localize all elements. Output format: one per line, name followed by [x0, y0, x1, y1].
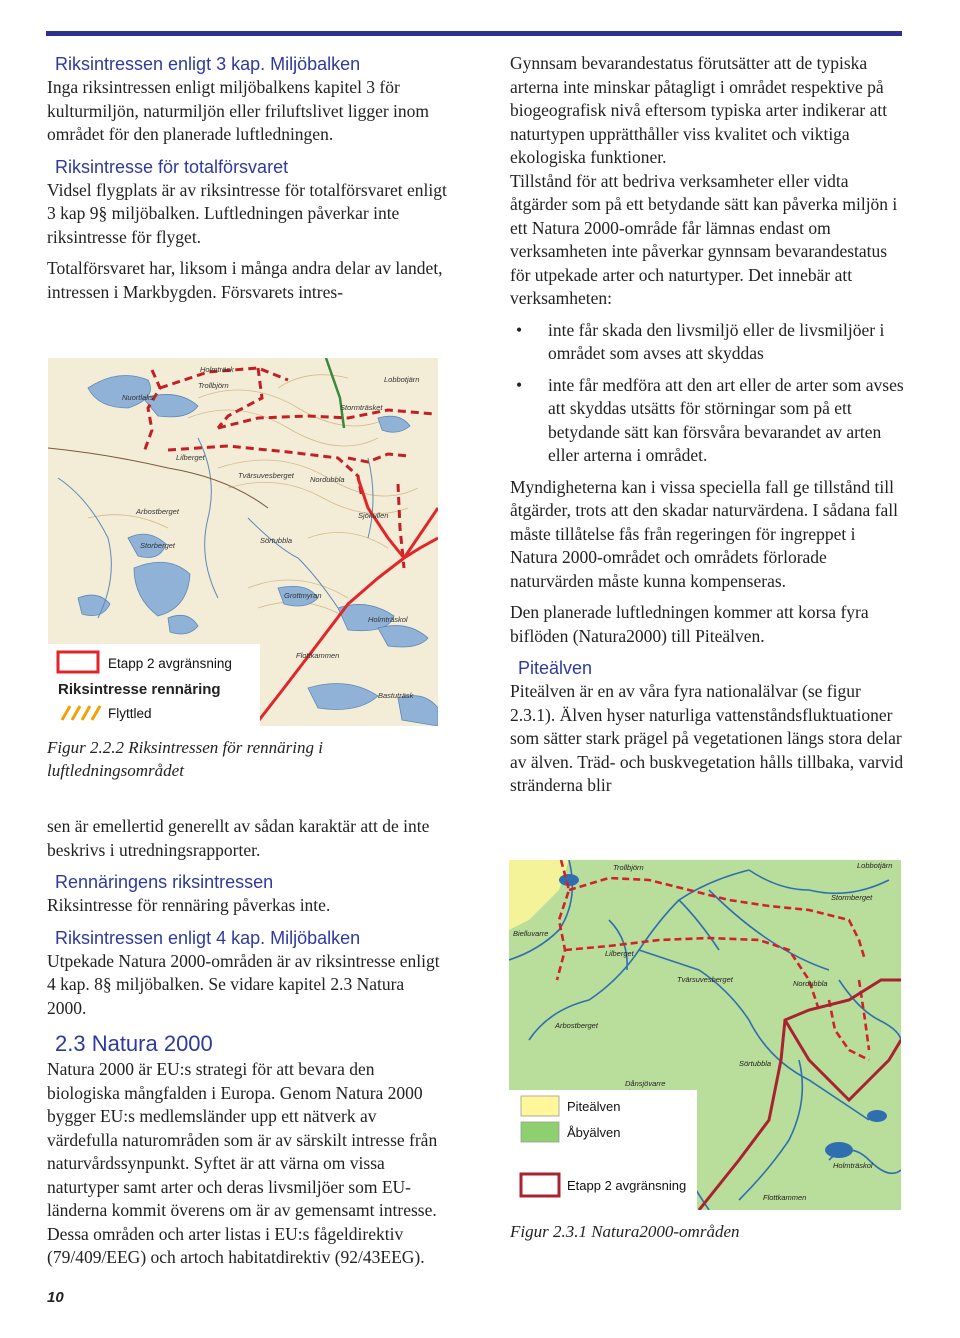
place-label: Storberget: [140, 541, 176, 550]
place-label: Stormträsket: [340, 403, 383, 412]
list-item: • inte får medföra att den art eller de arter som avses att skyddas utsätts för störningar som på ett betydande sätt kan försvåra bevarandet av arten eller arterna i området.: [510, 374, 905, 468]
heading-riksintressen-3kap: Riksintressen enligt 3 kap. Miljöbalken: [55, 54, 361, 74]
place-label: Arbostberget: [555, 1021, 598, 1030]
place-label: Flottkammen: [763, 1193, 807, 1202]
right-column-top: [510, 52, 905, 798]
paragraph: Tillstånd för att bedriva verksamheter eller vidta åtgärder som på ett betydande sätt kan påverka miljön i ett Natura 2000-område får lämnas endast om verksamheten inte påverkar gynnsam bevarandestatus för utpekade arter och naturtyper. Det innebär att verksamheten:: [510, 170, 898, 308]
place-label: Sörtubbla: [739, 1059, 772, 1068]
place-label: Trollbjörn: [198, 381, 229, 390]
figure-caption-2-2-2: Figur 2.2.2 Riksintressen för rennäring i luftledningsområdet: [47, 738, 323, 780]
place-label: Tvärsuvesberget: [238, 471, 294, 480]
legend-title: Riksintresse rennäring: [58, 681, 221, 698]
left-column-top: [47, 52, 447, 304]
paragraph: Den planerade luftledningen kommer att korsa fyra biflöden (Natura2000) till Piteälven.: [510, 602, 869, 646]
paragraph: Utpekade Natura 2000-områden är av riksintresse enligt 4 kap. 8§ miljöbalken. Se vidare kapitel 2.3 Natura 2000.: [47, 950, 440, 1018]
place-label: Sörtubbla: [260, 536, 293, 545]
place-label: Stormberget: [831, 893, 873, 902]
place-label: Lobbotjärn: [857, 861, 893, 870]
place-label: Nordubbla: [793, 979, 828, 988]
paragraph: Inga riksintressen enligt miljöbalkens kapitel 3 för kulturmiljön, naturmiljön eller friluftslivet ligger inom området för den planerade luftledningen.: [47, 77, 430, 144]
rennaring-map: [48, 358, 438, 726]
place-label: Holmträskol: [368, 615, 408, 624]
legend-boundary-label: Etapp 2 avgränsning: [108, 656, 232, 671]
place-label: Trollbjörn: [613, 863, 644, 872]
heading-pitealven: Piteälven: [518, 658, 593, 678]
paragraph: Piteälven är en av våra fyra nationalälvar (se figur 2.3.1). Älven hyser naturliga vattenståndsfluktuationer som sätter stark prägel på vegetationen längs stora delar av älven. Träd- och buskvegetation hålls tillbaka, varvid stränderna blir: [510, 681, 904, 795]
paragraph: Vidsel flygplats är av riksintresse för totalförsvaret enligt 3 kap 9§ miljöbalken. Luftledningen påverkar inte riksintresse för flyget.: [47, 179, 447, 247]
legend-pitealven-label: Piteälven: [567, 1099, 621, 1114]
place-label: Tvärsuvesberget: [677, 975, 733, 984]
place-label: Dånsjövarre: [625, 1079, 666, 1088]
place-label: Holmträsk: [200, 365, 234, 374]
paragraph: Riksintresse för rennäring påverkas inte.: [47, 895, 331, 915]
place-label: Bielluvarre: [513, 929, 549, 938]
top-rule: [46, 31, 902, 36]
legend-flyttled-label: Flyttled: [108, 706, 152, 721]
left-column-bottom: [47, 736, 447, 1270]
legend-boundary-label: Etapp 2 avgränsning: [567, 1178, 687, 1193]
list-item: • inte får skada den livsmiljö eller de livsmiljöer i området som avses att skyddas: [510, 319, 905, 366]
figure-caption-2-3-1: Figur 2.3.1 Natura2000-områden: [510, 1222, 740, 1241]
heading-natura-2000: 2.3 Natura 2000: [55, 1031, 213, 1056]
place-label: Nuortlaks: [122, 393, 154, 402]
place-label: Grottmyran: [284, 591, 322, 600]
heading-totalforsvaret: Riksintresse för totalförsvaret: [55, 156, 289, 177]
natura2000-map: [509, 860, 901, 1210]
legend-abyalven-label: Åbyälven: [567, 1125, 621, 1140]
figure2-caption-wrap: [510, 1220, 905, 1243]
paragraph: Totalförsvaret har, liksom i många andra delar av landet, intressen i Markbygden. Försvarets intres-: [47, 258, 443, 302]
paragraph: Gynnsam bevarandestatus förutsätter att de typiska arterna inte minskar påtagligt i området respektive på biogeografisk nivå eftersom typiska arter indikerar att naturtypen upprätthåller viss kvalitet och viktiga ekologiska funktioner.: [510, 53, 888, 167]
place-label: Flottkammen: [296, 651, 340, 660]
paragraph: Natura 2000 är EU:s strategi för att bevara den biologiska mångfalden i Europa. Genom Natura 2000 bygger EU:s medlemsländer upp ett nätverk av värdefulla naturområden som är av särskilt intresse från naturvårdssynpunkt. Syftet är att värna om vissa naturtyper samt arter och deras livsmiljöer som EU-länderna kommit överens om är av gemensamt intresse. Dessa områden och arter listas i EU:s fågeldirektiv (79/409/EEG) och artoch habitatdirektiv (92/43EEG).: [47, 1059, 438, 1267]
requirements-list: [510, 319, 905, 468]
paragraph: Myndigheterna kan i vissa speciella fall ge tillstånd till åtgärder, trots att den skadar naturvärdena. I sådana fall måste tillåtelse fås från regeringen för ingreppet i Natura 2000-området och områdets förlorade naturvärden måste kunna kompenseras.: [510, 476, 899, 591]
place-label: Lilberget: [605, 949, 634, 958]
place-label: Sjökullen: [358, 511, 389, 520]
paragraph: sen är emellertid generellt av sådan karaktär att de inte beskrivs i utredningsrapporter.: [47, 816, 430, 860]
page-number: 10: [47, 1289, 64, 1306]
place-label: Lilberget: [176, 453, 205, 462]
heading-riksintressen-4kap: Riksintressen enligt 4 kap. Miljöbalken: [55, 927, 361, 948]
place-label: Holmträskol: [833, 1161, 873, 1170]
place-label: Nordubbla: [310, 475, 345, 484]
place-label: Arbostberget: [136, 507, 179, 516]
place-label: Bastuträsk: [378, 691, 414, 700]
place-label: Lobbotjärn: [384, 375, 420, 384]
heading-rennaring: Rennäringens riksintressen: [55, 872, 274, 892]
